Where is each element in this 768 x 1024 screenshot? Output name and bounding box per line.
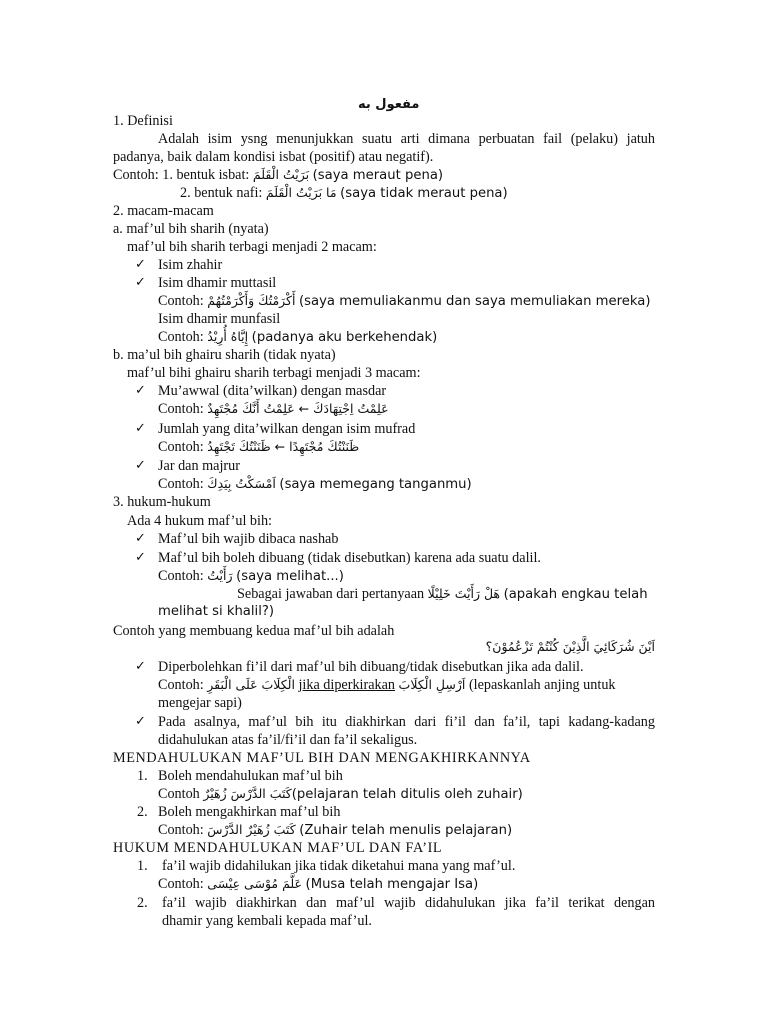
ghairu-item-jumlah: Jumlah yang dita’wilkan dengan isim mufrad xyxy=(158,421,416,437)
sharih-item-dhamir-munfasil: Isim dhamir munfasil xyxy=(158,311,281,327)
checkmark-icon: ✓ xyxy=(135,383,146,398)
checkmark-icon: ✓ xyxy=(135,257,146,272)
hukum-intro: Ada 4 hukum maf’ul bih: xyxy=(127,513,272,529)
hukum-item-asalnya-line-1: Pada asalnya, maf’ul bih itu diakhirkan dari fi’il dan fa’il, tapi kadang-kadang xyxy=(158,714,655,730)
fail-didahulukan-example-arabic: عَلَّمَ مُوْسَى عِيْسَى xyxy=(207,876,302,891)
both-mafuls-dropped-text: Contoh yang membuang kedua maf’ul bih adalah xyxy=(113,623,395,639)
muawwal-example-arabic: عَلِمْتُ اِجْتِهَادَكَ ← عَلِمْتُ أَنَّكَ مُجْتَهِدٌ xyxy=(207,401,389,416)
munfasil-example-translation: (padanya aku berkehendak) xyxy=(251,330,438,345)
checkmark-icon: ✓ xyxy=(135,275,146,290)
jar-majrur-example-translation: (saya memegang tanganmu) xyxy=(279,477,472,492)
dibuang-answer-text: Sebagai jawaban dari pertanyaan xyxy=(237,586,425,602)
list-number: 1. xyxy=(137,768,148,784)
fail-didahulukan-example-label: Contoh: xyxy=(158,876,204,892)
fail-diakhirkan-line-1: fa’il wajib diakhirkan dan maf’ul wajib didahulukan jika fa’il terikat dengan xyxy=(162,895,655,911)
example-isbat-label: Contoh: 1. bentuk isbat: xyxy=(113,167,250,183)
dibuang-example-arabic: رَأَيْتُ xyxy=(207,568,233,583)
ghairu-sharih-intro: maf’ul bihi ghairu sharih terbagi menjadi 3 macam: xyxy=(127,365,421,381)
checkmark-icon: ✓ xyxy=(135,458,146,473)
hukum-item-fiil-dibuang: Diperbolehkan fi’il dari maf’ul bih dibuang/tidak disebutkan jika ada dalil. xyxy=(158,659,584,675)
boleh-mendahulukan-example-label: Contoh xyxy=(158,786,200,802)
boleh-mengakhirkan-example xyxy=(158,821,512,840)
hukum-item-dibuang: Maf’ul bih boleh dibuang (tidak disebutkan) karena ada suatu dalil. xyxy=(158,550,541,566)
document-title: مفعول به xyxy=(358,97,420,112)
section-1-heading: 1. Definisi xyxy=(113,113,173,129)
fiil-dibuang-example-note: jika diperkirakan xyxy=(298,677,395,693)
list-number: 1. xyxy=(137,858,148,874)
munfasil-example-label: Contoh: xyxy=(158,329,204,345)
fiil-dibuang-example-translation: (lepaskanlah anjing untuk xyxy=(468,677,616,693)
checkmark-icon: ✓ xyxy=(135,659,146,674)
fiil-dibuang-example-translation-cont: mengejar sapi) xyxy=(158,695,242,711)
boleh-mendahulukan-text: Boleh mendahulukan maf’ul bih xyxy=(158,768,343,784)
munfasil-example xyxy=(158,328,437,347)
dibuang-example-label: Contoh: xyxy=(158,568,204,584)
jar-majrur-example-arabic: اَمْسَكْتُ بِيَدِكَ xyxy=(207,476,276,491)
fail-diakhirkan-line-2: dhamir yang kembali kepada maf’ul. xyxy=(162,913,372,929)
muawwal-example xyxy=(158,400,389,418)
muttasil-example-label: Contoh: xyxy=(158,293,204,309)
checkmark-icon: ✓ xyxy=(135,550,146,565)
jar-majrur-example-label: Contoh: xyxy=(158,476,204,492)
boleh-mengakhirkan-example-arabic: كَتَبَ زُهَيْرٌ الدَّرْسَ xyxy=(207,822,296,837)
section-hukum-mendahulukan-heading: HUKUM MENDAHULUKAN MAF’UL DAN FA’IL xyxy=(113,840,443,856)
section-2-heading: 2. macam-macam xyxy=(113,203,214,219)
fiil-dibuang-example-arabic: الْكِلَابَ عَلَى الْبَقَرِ xyxy=(207,677,295,692)
list-number: 2. xyxy=(137,804,148,820)
fiil-dibuang-example xyxy=(158,676,616,694)
dibuang-example-translation: (saya melihat...) xyxy=(236,569,344,584)
ghairu-item-jar-majrur: Jar dan majrur xyxy=(158,458,240,474)
dibuang-answer-translation-cont: melihat si khalil?) xyxy=(158,604,275,619)
boleh-mengakhirkan-example-label: Contoh: xyxy=(158,822,204,838)
fail-didahulukan-example-translation: (Musa telah mengajar Isa) xyxy=(305,877,479,892)
jumlah-example-arabic: ظَنَنْتُكَ مُجْتَهِدًا ← ظَنَنْتُكَ تَجْتَهِدُ xyxy=(207,439,360,454)
boleh-mendahulukan-example-arabic: كَتَبَ الدَّرْسَ زُهَيْرٌ xyxy=(203,786,292,801)
example-isbat xyxy=(113,166,443,185)
example-nafi xyxy=(180,184,508,203)
fail-didahulukan-example xyxy=(158,875,478,894)
munfasil-example-arabic: إِيَّاهُ أُرِيْدُ xyxy=(207,329,249,344)
both-mafuls-dropped-arabic: اَيْنَ شُرَكَائِيَ الَّذِيْنَ كُنْتُمْ تَزْعُمُوْنَ؟ xyxy=(485,639,655,654)
dibuang-answer xyxy=(237,585,648,604)
hukum-item-asalnya-line-2: didahulukan atas fa’il/fi’il dan fa’il sekaligus. xyxy=(158,732,418,748)
dibuang-example xyxy=(158,567,344,586)
sharih-item-dhamir-muttasil: Isim dhamir muttasil xyxy=(158,275,277,291)
ghairu-item-muawwal: Mu’awwal (dita’wilkan) dengan masdar xyxy=(158,383,387,399)
muttasil-example-translation: (saya memuliakanmu dan saya memuliakan mereka) xyxy=(299,294,651,309)
dibuang-answer-translation: (apakah engkau telah xyxy=(503,587,648,602)
fiil-dibuang-example-label: Contoh: xyxy=(158,677,204,693)
example-isbat-translation: (saya meraut pena) xyxy=(312,168,444,183)
definition-line-2: padanya, baik dalam kondisi isbat (positif) atau negatif). xyxy=(113,149,434,165)
jar-majrur-example xyxy=(158,475,472,494)
jumlah-example-label: Contoh: xyxy=(158,439,204,455)
sharih-title: a. maf’ul bih sharih (nyata) xyxy=(113,221,269,237)
muttasil-example-arabic: أَكْرَمْتُكَ وَأَكْرَمْتُهُمْ xyxy=(207,293,296,308)
ghairu-sharih-title: b. ma’ul bih ghairu sharih (tidak nyata) xyxy=(113,347,336,363)
boleh-mendahulukan-example-translation: (pelajaran telah ditulis oleh zuhair) xyxy=(291,787,523,802)
checkmark-icon: ✓ xyxy=(135,421,146,436)
checkmark-icon: ✓ xyxy=(135,531,146,546)
boleh-mengakhirkan-text: Boleh mengakhirkan maf’ul bih xyxy=(158,804,341,820)
fiil-dibuang-example-arabic-full: اَرْسِلِ الْكِلَابَ xyxy=(398,677,466,692)
dibuang-answer-arabic: هَلْ رَأَيْتَ خَلِيْلًا xyxy=(427,586,501,601)
jumlah-example xyxy=(158,438,359,456)
example-isbat-arabic: بَرَيْتُ الْقَلَمَ xyxy=(252,167,310,182)
fail-didahulukan-text: fa’il wajib didahilukan jika tidak diketahui mana yang maf’ul. xyxy=(162,858,516,874)
sharih-intro: maf’ul bih sharih terbagi menjadi 2 macam: xyxy=(127,239,377,255)
sharih-item-isim-zhahir: Isim zhahir xyxy=(158,257,223,273)
example-nafi-label: 2. bentuk nafi: xyxy=(180,185,263,201)
muawwal-example-label: Contoh: xyxy=(158,401,204,417)
example-nafi-translation: (saya tidak meraut pena) xyxy=(340,186,508,201)
boleh-mengakhirkan-example-translation: (Zuhair telah menulis pelajaran) xyxy=(299,823,513,838)
list-number: 2. xyxy=(137,895,148,911)
hukum-item-nashab: Maf’ul bih wajib dibaca nashab xyxy=(158,531,339,547)
section-mendahulukan-heading: MENDAHULUKAN MAF’UL BIH DAN MENGAKHIRKANNYA xyxy=(113,750,531,766)
section-3-heading: 3. hukum-hukum xyxy=(113,494,211,510)
example-nafi-arabic: مَا بَرَيْتُ الْقَلَمَ xyxy=(265,185,337,200)
definition-line-1: Adalah isim ysng menunjukkan suatu arti dimana perbuatan fail (pelaku) jatuh xyxy=(158,131,655,147)
boleh-mendahulukan-example xyxy=(158,785,523,804)
checkmark-icon: ✓ xyxy=(135,714,146,729)
muttasil-example xyxy=(158,292,651,311)
